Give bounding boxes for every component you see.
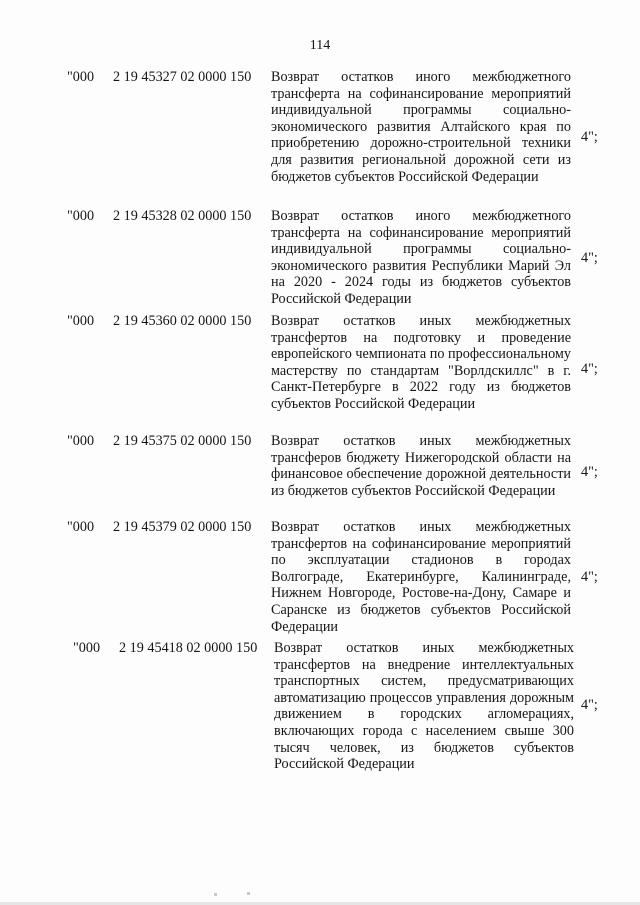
scan-speck	[214, 893, 217, 896]
budget-code: 2 19 45328 02 0000 150	[113, 208, 252, 224]
budget-code: 2 19 45360 02 0000 150	[113, 313, 252, 329]
page-number: 114	[309, 38, 331, 53]
code-prefix: "000	[67, 313, 95, 329]
entry-tail: 4";	[581, 464, 598, 480]
budget-code: 2 19 45379 02 0000 150	[113, 519, 252, 535]
entry-tail: 4";	[581, 697, 598, 713]
entry-tail: 4";	[581, 129, 598, 145]
entry-description: Возврат остатков иных межбюджетных трансфертов на подготовку и проведение европейского чемпионата по профессиональному мастерству по стандартам "Ворлдскиллс" в г. Санкт-Петербурге в 2022 году из бюджетов субъектов Российской Федерации	[271, 313, 571, 412]
scan-speck	[247, 892, 250, 895]
entry-description: Возврат остатков иного межбюджетного трансферта на софинансирование мероприятий индивидуальной программы социально-экономического развития Алтайского края по приобретению дорожно-строительной техники для развития региональной дорожной сети из бюджетов субъектов Российской Федерации	[271, 69, 571, 185]
entry-description: Возврат остатков иных межбюджетных трансферов бюджету Нижегородской области на финансовое обеспечение дорожной деятельности из бюджетов субъектов Российской Федерации	[271, 433, 571, 499]
entry-description: Возврат остатков иных межбюджетных трансфертов на внедрение интеллектуальных транспортных систем, предусматривающих автоматизацию процессов управления дорожным движением в городских агломерациях, включающих города с населением свыше 300 тысяч человек, из бюджетов субъектов Российской Федерации	[274, 640, 574, 773]
code-prefix: "000	[73, 640, 101, 656]
entry-description: Возврат остатков иного межбюджетного трансферта на софинансирование мероприятий индивидуальной программы социально-экономического развития Республики Марий Эл на 2020 - 2024 годы из бюджетов субъектов Российской Федерации	[271, 208, 571, 307]
entry-tail: 4";	[581, 569, 598, 585]
budget-code: 2 19 45418 02 0000 150	[119, 640, 258, 656]
entry-tail: 4";	[581, 250, 598, 266]
budget-code: 2 19 45375 02 0000 150	[113, 433, 252, 449]
code-prefix: "000	[67, 208, 95, 224]
code-prefix: "000	[67, 519, 95, 535]
code-prefix: "000	[67, 433, 95, 449]
budget-code: 2 19 45327 02 0000 150	[113, 69, 252, 85]
entry-description: Возврат остатков иных межбюджетных трансфертов на софинансирование мероприятий по эксплуатации стадионов в городах Волгограде, Екатеринбурге, Калининграде, Нижнем Новгороде, Ростове-на-Дону, Самаре и Саранске из бюджетов субъектов Российской Федерации	[271, 519, 571, 635]
entry-tail: 4";	[581, 361, 598, 377]
code-prefix: "000	[67, 69, 95, 85]
